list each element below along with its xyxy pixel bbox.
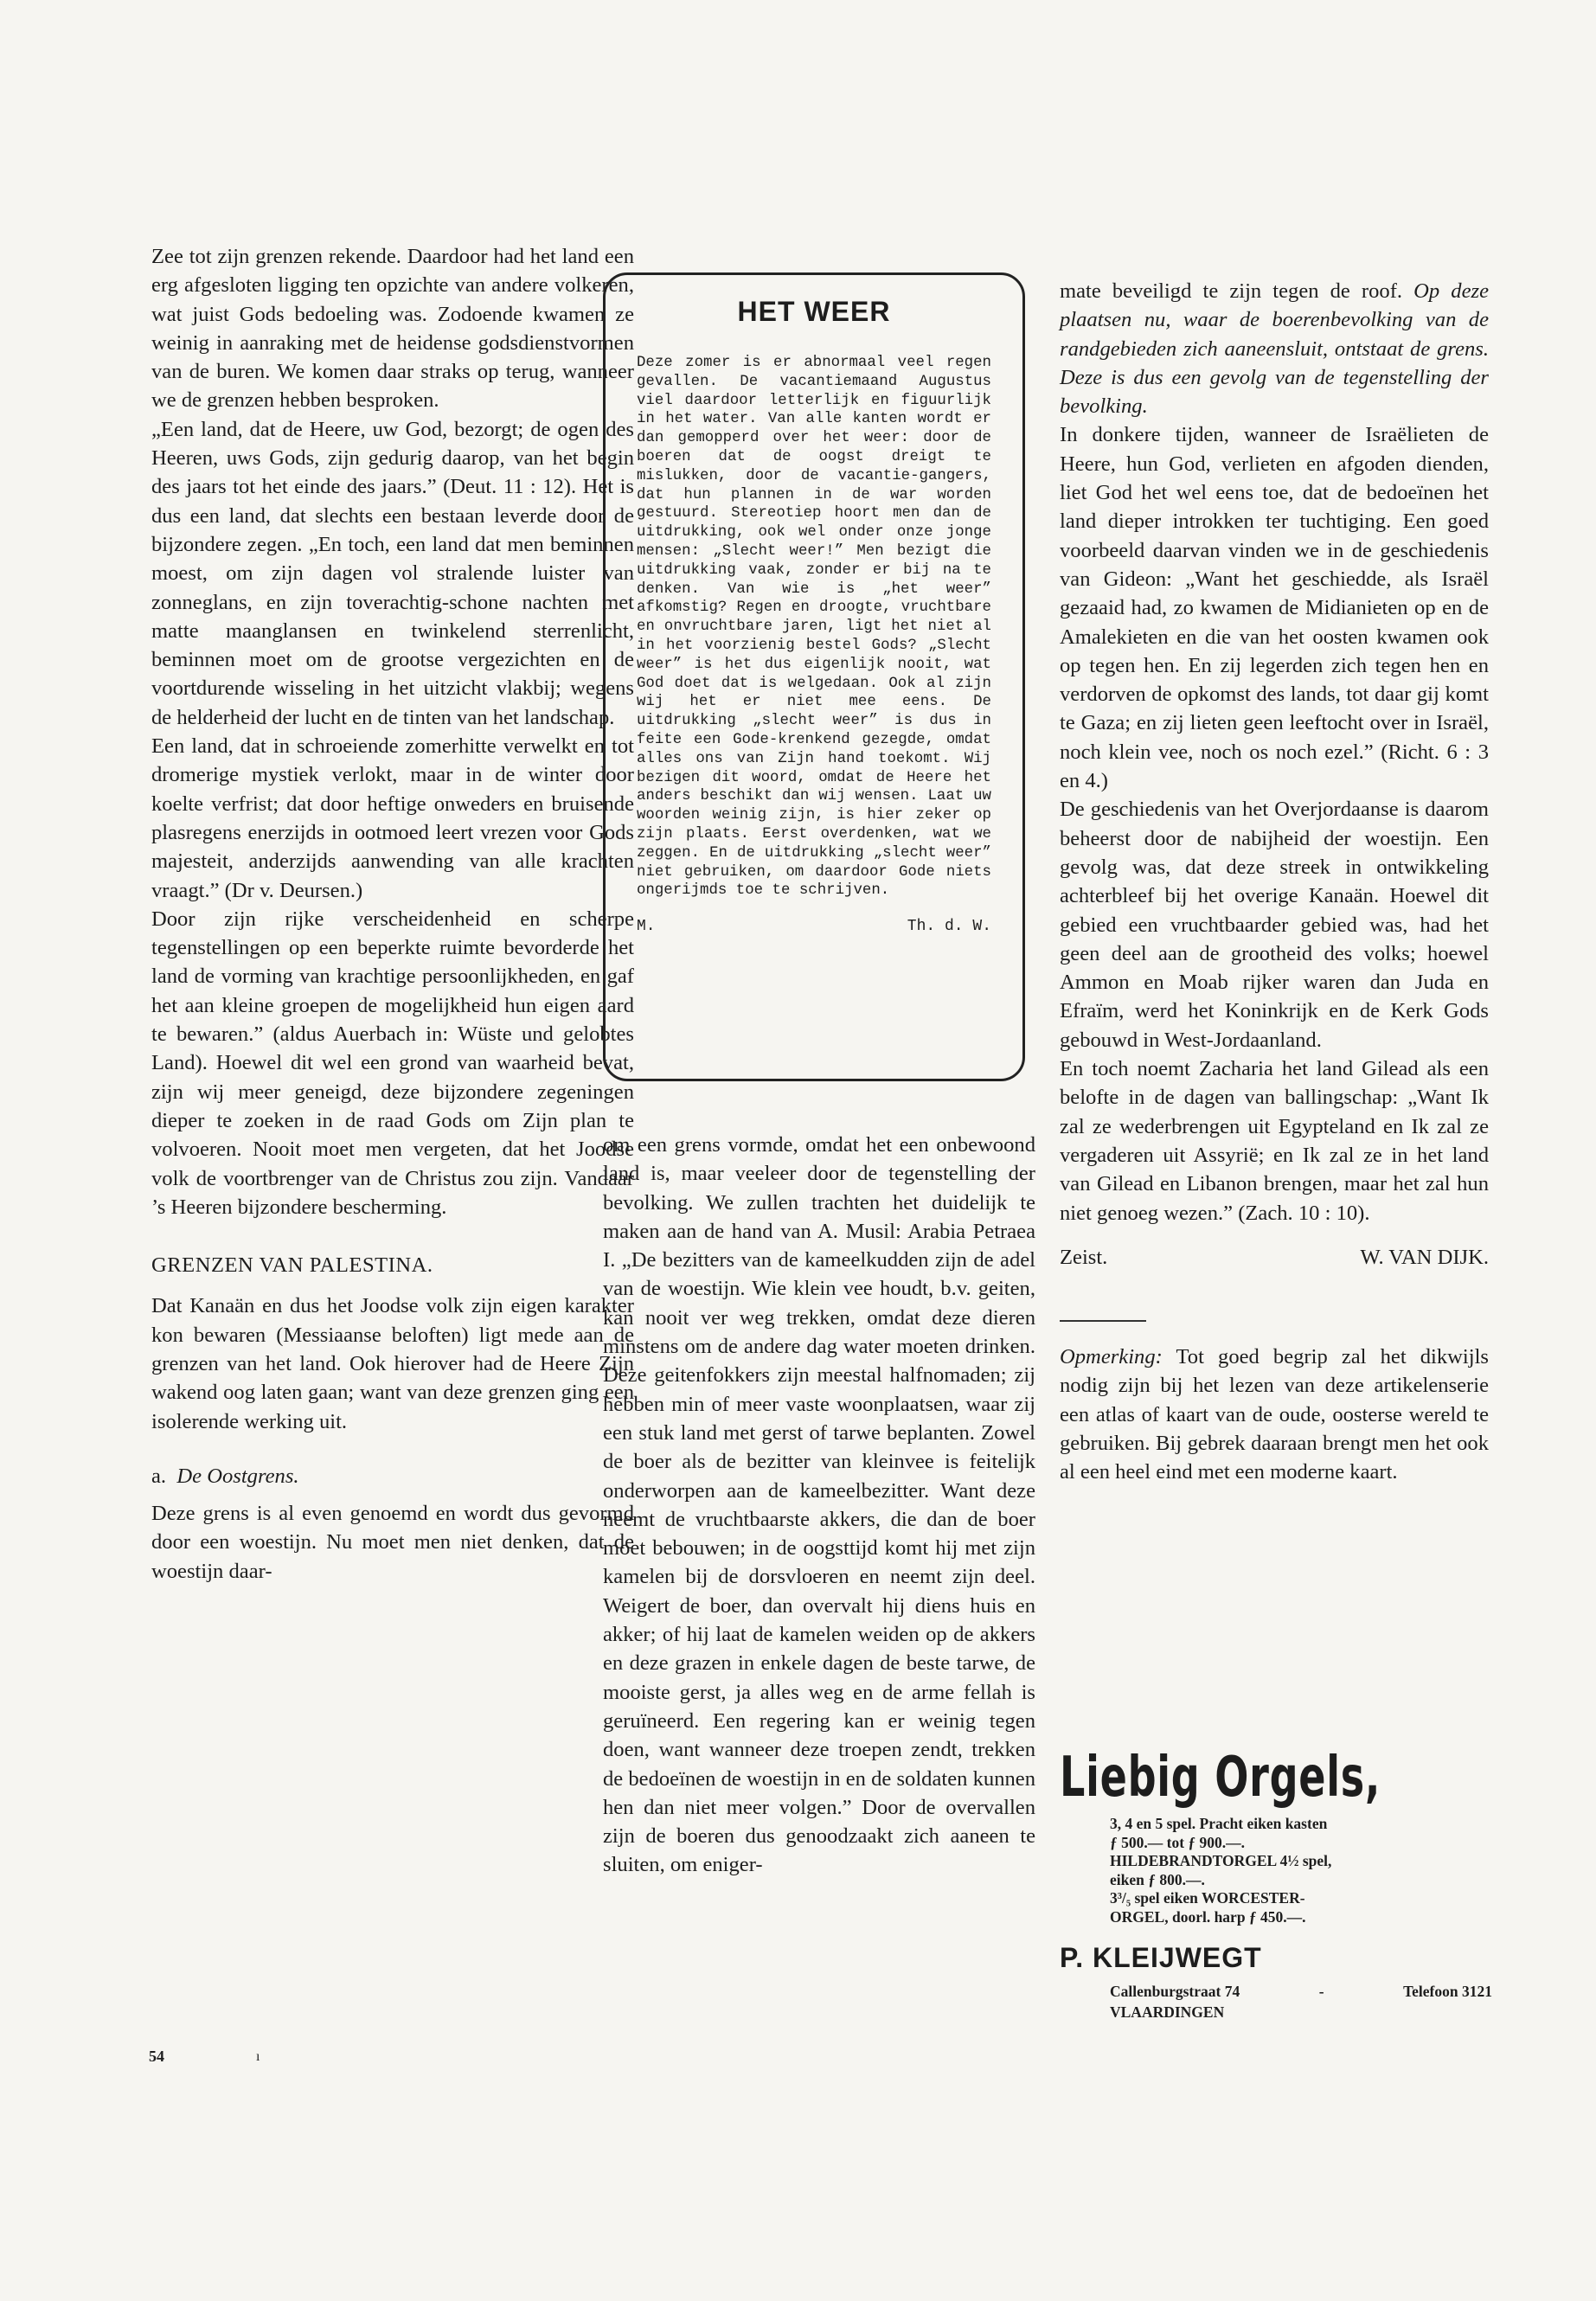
left-column	[151, 242, 634, 1586]
ad-line: HILDEBRANDTORGEL 4½ spel,	[1110, 1852, 1332, 1869]
weather-body: Deze zomer is er abnormaal veel regen gevallen. De vacantiemaand Augustus viel daardoor letterlijk en figuurlijk in het water. Van alle kanten wordt er dan gemopperd over het weer: door de boeren dat de oogst dreigt te mislukken, door de vacantie-gangers, dat hun plannen in de war worden gestuurd. Stereotiep hoort men dan de uitdrukking, ook wel onder onze jonge mensen: „Slecht weer!” Men bezigt die uitdrukking vaak, zonder er bij na te denken. Van wie is „het weer” afkomstig? Regen en droogte, vruchtbare en onvruchtbare jaren, ligt het niet al in het voorzienig bestel Gods? „Slecht weer” is het dus eigenlijk nooit, wat God doet dat is welgedaan. Ook al zijn wij het er niet mee eens. De uitdrukking „slecht weer” is dus in feite een Gode-krenkend gezegde, omdat alles ons van Zijn hand toekomt. Wij bezigen dit woord, omdat de Heere het anders beschikt dan wij wensen. Laat uw woorden weinig zijn, is hier zeker op zijn plaats. Eerst overdenken, wat we zeggen. En de uitdrukking „slecht weer” niet gebruiken, om daardoor Gode niets ongerijmds toe te schrijven.	[637, 355, 991, 900]
right-p1-plain: mate beveiligd te zijn tegen de roof.	[1060, 279, 1403, 303]
note-label: Opmerking:	[1060, 1345, 1163, 1369]
right-paragraph-3: De geschiedenis van het Overjordaanse is daarom beheerst door de nabijheid der woestijn. Een gevolg was, dat deze streek in ontwikkeling achterbleef bij het overige Kanaän. Hoewel dit gebied een vruchtbaarder gebied was, had het geen deel aan de grootheid des volks; hoewel Ammon en Moab rijker waren dan Juda en Efraïm, werd het Koninkrijk en de Kerk Gods gebouwd in West-Jordaanland.	[1060, 798, 1489, 1052]
signature-place: Zeist.	[1060, 1245, 1108, 1269]
right-paragraph-2: In donkere tijden, wanneer de Israëlieten de Heere, hun God, verlieten en afgoden dienden, liet God het wel eens toe, dat de bedoeïnen het land dieper introkken ter tuchtiging. Een goed voorbeeld daarvan vinden we in de geschiedenis van Gideon: „Want het geschiedde, als Israël gezaaid had, zo kwamen de Midianieten op en de Amalekieten en die van het oosten kwamen ook op tegen hen. En zij legerden zich tegen hen en verdorven de opkomst des lands, tot daar gij komt te Gaza; en zij lieten geen leeftocht over in Israël, noch klein vee, noch os noch ezel.” (Richt. 6 : 3 en 4.)	[1060, 423, 1489, 793]
note-text: Tot goed begrip zal het dikwijls nodig zijn bij het lezen van deze artikelenserie een atlas of kaart van de oude, oosterse wereld te gebruiken. Bij gebrek daaraan brengt men het ook al een heel eind met een moderne kaart.	[1060, 1345, 1489, 1484]
weather-signature	[637, 918, 991, 935]
right-paragraph-1	[1060, 277, 1489, 420]
weather-sign-right: Th. d. W.	[907, 918, 991, 936]
middle-paragraph-1: om een grens vormde, omdat het een onbewoond land is, maar veeleer door de tegenstelling der bevolking. We zullen trachten het duidelijk te maken aan de hand van A. Musil: Arabia Petraea I. „De bezitters van de kameelkudden zijn de adel van de woestijn. Wie klein vee houdt, b.v. geiten, kan nooit ver weg trekken, omdat deze dieren minstens om de andere dag water moeten drinken. Deze geitenfokkers zijn meestal halfnomaden; zij hebben min of meer vaste woonplaatsen, waar zij een stuk land met gerst of tarwe beplanten. Zowel de boer als de bezitter van kleinvee is feitelijk onderworpen aan de kameelbezitter. Want deze neemt de vruchtbaarste akkers, die dan de boer moet bebouwen; in de oogsttijd komt hij met zijn kamelen bij de dorsvloeren en neemt zijn deel. Weigert de boer, dan overvalt hij diens huis en akker; of hij laat de kamelen weiden op de akkers en deze grazen in enkele dagen de beste tarwe, de mooiste gerst, ja alles weg en de arme fellah is geruïneerd. Een regering kan er weinig tegen doen, want wanneer deze troepen zendt, trekken de bedoeïnen de woestijn in en de soldaten kunnen hen dan niet meer volgen.” Door de overvallen zijn de boeren dus genoodzaakt zich aaneen te sluiten, om eniger-	[603, 1133, 1035, 1877]
weather-box	[603, 272, 1025, 1081]
ad-company: P. KLEIJWEGT	[1060, 1942, 1262, 1973]
left-paragraph-2: „Een land, dat de Heere, uw God, bezorgt; de ogen des Heeren, uws Gods, zijn gedurig daarop, van het begin des jaars tot het einde des jaars.” (Deut. 11 : 12). Het is dus een land, dat slechts een bestaan leverde door de bijzondere zegen. „En toch, een land dat men beminnen moest, om zijn dagen vol stralende luister van zonneglans, en zijn toverachtig-schone nachten met matte maanglansen en twinkelend sterrenlicht, beminnen moet om de grootse vergezichten en de voortdurende wisseling in het uitzicht vlakbij; wegens de helderheid der lucht en de tinten van het landschap.	[151, 417, 634, 729]
right-paragraph-4: En toch noemt Zacharia het land Gilead als een belofte in de dagen van ballingschap: „Want Ik zal ze wederbrengen uit Egypteland en Ik zal ze vergaderen uit Assyrië; en Ik zal ze in het land van Gilead en Libanon brengen, maar het zal hun niet genoeg wezen.” (Zach. 10 : 10).	[1060, 1057, 1489, 1225]
ad-street: Callenburgstraat 74	[1110, 1983, 1240, 2000]
subheading-letter: a.	[151, 1464, 167, 1488]
ad-line: ƒ 500.— tot ƒ 900.—.	[1110, 1833, 1246, 1851]
right-p1-italic: Op deze plaatsen nu, waar de boerenbevolking van de randgebieden zich aaneensluit, ontstaat de grens. Deze is dus een gevolg van de tegenstelling der bevolking.	[1060, 279, 1489, 419]
middle-column	[603, 1131, 1035, 1880]
stray-mark: ı	[256, 2049, 260, 2064]
ad-line: eiken ƒ 800.—.	[1110, 1870, 1205, 1888]
page-number: 54	[149, 2048, 164, 2065]
section-heading: GRENZEN VAN PALESTINA.	[151, 1253, 433, 1278]
right-column	[1060, 277, 1489, 1487]
signature-author: W. VAN DIJK.	[1360, 1245, 1489, 1269]
weather-title: HET WEER	[737, 296, 891, 327]
ad-separator: -	[1318, 1983, 1324, 2000]
weather-sign-left: M.	[637, 918, 656, 936]
ad-phone: Telefoon 3121	[1403, 1983, 1492, 2000]
subheading-title: De Oostgrens.	[176, 1464, 299, 1488]
ad-city: VLAARDINGEN	[1110, 2003, 1225, 2021]
advertisement	[1060, 1747, 1492, 2022]
ad-address	[1110, 1981, 1492, 2022]
note-paragraph	[1060, 1343, 1489, 1486]
divider	[1060, 1320, 1146, 1322]
left-paragraph-4: Door zijn rijke verscheidenheid en scherpe tegenstellingen op een beperkte ruimte bevorderde het land de vorming van krachtige persoonlijkheden, en gaf het aan kleine groepen de mogelijkheid hun eigen aard te bewaren.” (aldus Auerbach in: Wüste und gelobtes Land). Hoewel dit wel een grond van waarheid bevat, zijn wij meer geneigd, deze bijzondere zegeningen dieper te zoeken in de raad Gods om Zijn plan te volvoeren. Nooit moet men vergeten, dat het Joodse volk de voortbrenger van de Christus zou zijn. Vandaar ’s Heeren bijzondere bescherming.	[151, 907, 634, 1219]
ad-line: 3, 4 en 5 spel. Pracht eiken kasten	[1110, 1815, 1328, 1832]
left-paragraph-3: Een land, dat in schroeiende zomerhitte verwelkt en tot dromerige mystiek verlokt, maar in de winter door koelte verfrist; dat door heftige onweders en bruisende plasregens enerzijds in ootmoed leert vrezen voor Gods majesteit, anderzijds aanwending van alle krachten vraagt.” (Dr v. Deursen.)	[151, 734, 634, 902]
left-paragraph-5: Dat Kanaän en dus het Joodse volk zijn eigen karakter kon bewaren (Messiaanse beloften) ligt mede aan de grenzen van het land. Ook hierover had de Heere Zijn wakend oog laten gaan; want van deze grenzen ging een isolerende werking uit.	[151, 1294, 634, 1433]
left-paragraph-1: Zee tot zijn grenzen rekende. Daardoor had het land een erg afgesloten ligging ten opzichte van andere volkeren, wat juist Gods bedoeling was. Zodoende kwamen ze weinig in aanraking met de heidense godsdienstvormen van de buren. We komen daar straks op terug, wanneer we de grenzen hebben besproken.	[151, 245, 634, 413]
ad-details	[1110, 1815, 1492, 1926]
subheading	[151, 1462, 634, 1490]
ad-line: 3³/₅ spel eiken WORCESTER-	[1110, 1889, 1305, 1907]
ad-title: Liebig Orgels,	[1060, 1746, 1381, 1810]
author-signature	[1060, 1243, 1489, 1272]
ad-line: ORGEL, doorl. harp ƒ 450.—.	[1110, 1907, 1306, 1926]
left-paragraph-6: Deze grens is al even genoemd en wordt dus gevormd door een woestijn. Nu moet men niet denken, dat de woestijn daar-	[151, 1502, 634, 1583]
